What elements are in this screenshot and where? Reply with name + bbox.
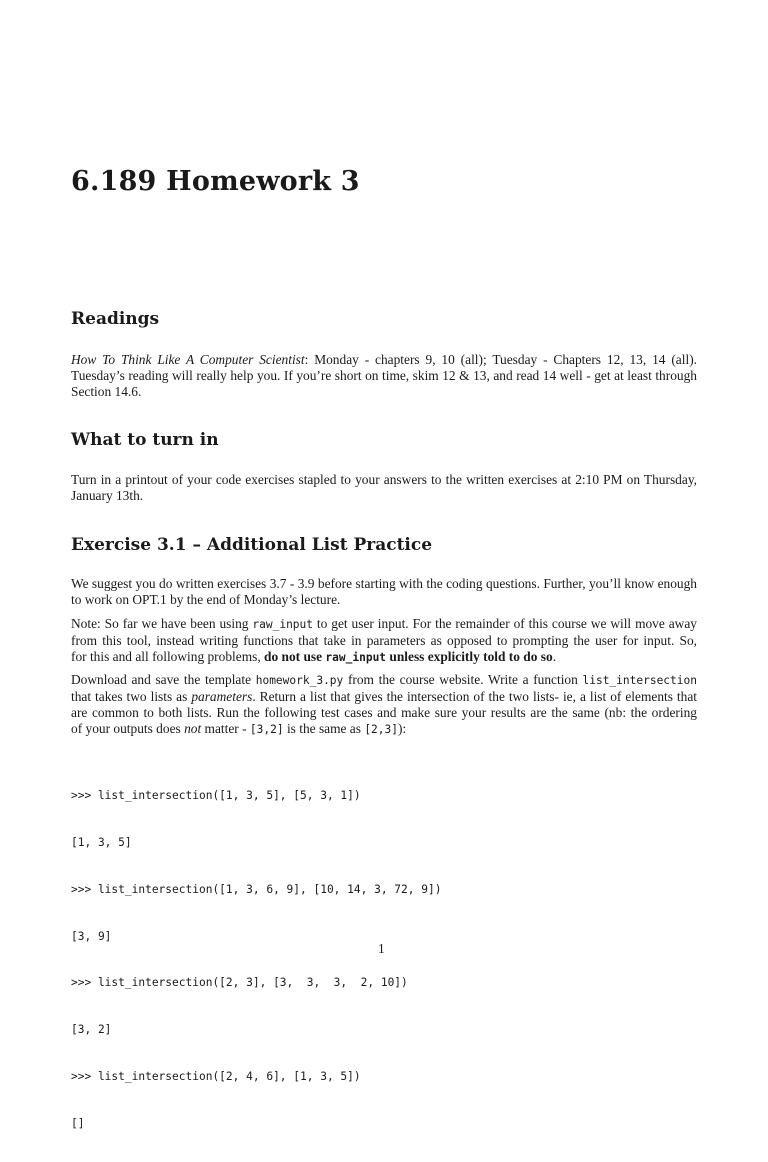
- readings-line-2: Tuesday’s reading will really help you. If you’re short on time, skim 12 & 13, and read 14 well - get at least through: [71, 368, 697, 383]
- parameters-emphasis: parameters: [191, 689, 253, 704]
- exercise-paragraph-1: [71, 576, 697, 608]
- code-line: [3, 2]: [71, 1023, 112, 1037]
- p3-l4-text-c: is the same as: [283, 721, 365, 736]
- readings-paragraph: [71, 352, 697, 400]
- emphasis-instruction: [264, 649, 553, 664]
- code-line: >>> list_intersection([1, 3, 6, 9], [10, 14, 3, 72, 9]): [71, 882, 442, 896]
- raw-input-code: raw_input: [252, 618, 314, 631]
- page-number: 1: [378, 941, 385, 956]
- exercise-p3-line-4: [71, 721, 697, 738]
- code-line: [3, 9]: [71, 929, 112, 943]
- function-name-code: list_intersection: [582, 674, 697, 687]
- p3-l1-text-a: Download and save the template: [71, 672, 256, 687]
- code-line: >>> list_intersection([1, 3, 5], [5, 3, 1]): [71, 789, 361, 803]
- p3-l4-text-b: matter -: [201, 721, 250, 736]
- p3-l1-text-b: from the course website. Write a function: [343, 672, 583, 687]
- code-line: [1, 3, 5]: [71, 835, 132, 849]
- code-line: >>> list_intersection([2, 4, 6], [1, 3, 5]): [71, 1069, 361, 1083]
- readings-line-1-text: : Monday - chapters 9, 10 (all); Tuesday - Chapters 12, 13, 14 (all).: [304, 352, 698, 367]
- p3-l4-text-d: ):: [398, 721, 407, 736]
- p3-l2-text-a: that takes two lists as: [71, 689, 192, 704]
- readings-line-1: [71, 352, 697, 368]
- exercise-p3-line-3: are common to both lists. Run the following test cases and make sure your results are the same (nb: the ordering: [71, 705, 697, 720]
- code-line: []: [71, 1116, 85, 1130]
- code-line: >>> list_intersection([2, 3], [3, 3, 3, 2, 10]): [71, 976, 408, 990]
- p2-l3-bold-1: do not use: [264, 649, 326, 664]
- not-emphasis: not: [184, 721, 202, 736]
- p3-l2-text-b: . Return a list that gives the intersection of the two lists- ie, a list of elements that: [252, 689, 697, 704]
- template-filename-code: homework_3.py: [255, 674, 344, 687]
- turn-in-line-2: January 13th.: [71, 488, 144, 503]
- p2-l1-text-a: Note: So far we have been using: [71, 616, 253, 631]
- document-title: 6.189 Homework 3: [71, 166, 360, 197]
- exercise-p2-line-3: [71, 649, 697, 666]
- exercise-p3-line-1: [71, 672, 697, 689]
- turn-in-paragraph: [71, 472, 697, 504]
- p2-l3-text-a: for this and all following problems,: [71, 649, 265, 664]
- exercise-paragraph-3: [71, 672, 697, 738]
- code-example-block: [71, 757, 441, 1162]
- exercise-p2-line-2: from this tool, instead writing functions that take in parameters as opposed to prompting the user for input. So,: [71, 633, 697, 648]
- p2-l1-text-b: to get user input. For the remainder of this course we will move away: [313, 616, 697, 631]
- readings-line-3: Section 14.6.: [71, 384, 142, 399]
- document-page: [71, 0, 698, 1130]
- turn-in-heading: What to turn in: [71, 430, 219, 450]
- exercise-p1-line-2: to work on OPT.1 by the end of Monday’s lecture.: [71, 592, 341, 607]
- readings-heading: Readings: [71, 309, 160, 329]
- example-list-code-2: [2,3]: [364, 723, 398, 736]
- p2-l3-end: .: [552, 649, 557, 664]
- exercise-p3-line-2: [71, 689, 697, 705]
- p3-l4-text-a: of your outputs does: [71, 721, 185, 736]
- turn-in-line-1: Turn in a printout of your code exercises stapled to your answers to the written exercises at 2:10 PM on Thursday,: [71, 472, 697, 487]
- raw-input-bold-code: raw_input: [325, 651, 387, 664]
- book-title: How To Think Like A Computer Scientist: [71, 352, 305, 367]
- example-list-code-1: [3,2]: [249, 723, 284, 736]
- p2-l3-bold-2: unless explicitly told to do so: [386, 649, 553, 664]
- exercise-heading: Exercise 3.1 – Additional List Practice: [71, 535, 433, 555]
- exercise-paragraph-2: [71, 616, 697, 666]
- exercise-p2-line-1: [71, 616, 697, 633]
- exercise-p1-line-1: We suggest you do written exercises 3.7 - 3.9 before starting with the coding questions. Further, you’ll know enough: [71, 576, 697, 591]
